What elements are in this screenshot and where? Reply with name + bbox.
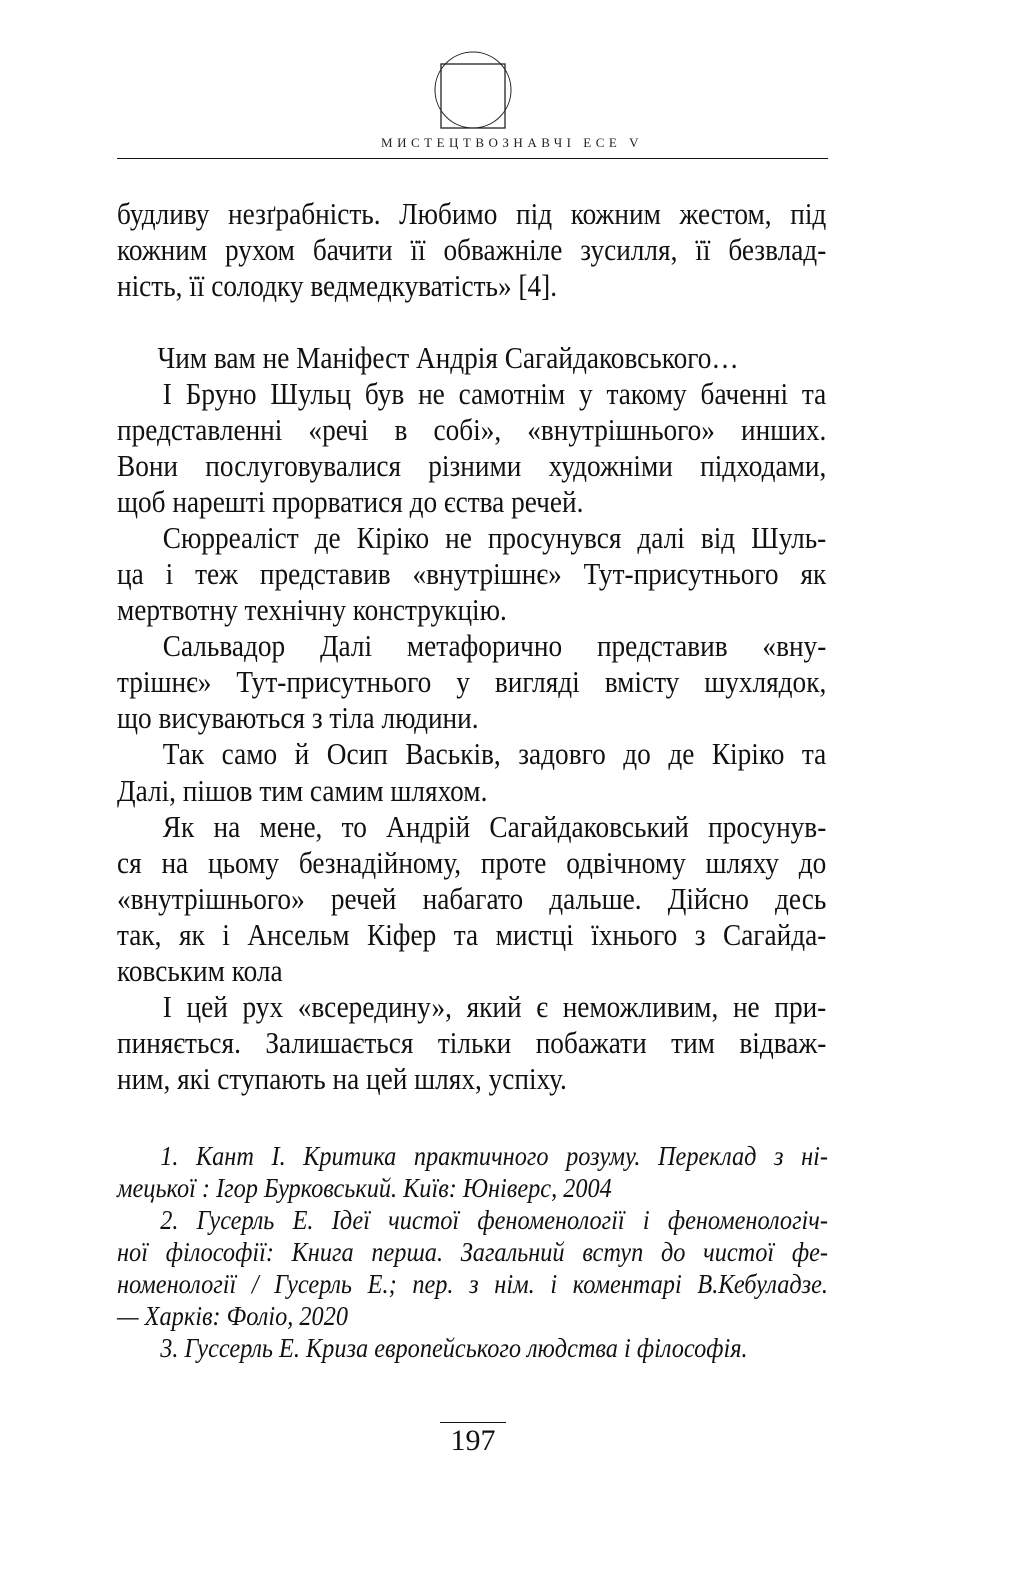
text-line: так, як і Ансельм Кіфер та мистці їхнього з Сагайда- — [117, 916, 827, 952]
text-line: пиняється. Залишається тільки побажати тим відваж- — [117, 1024, 827, 1060]
text-line: ність, її солодку ведмедкуватість» [4]. — [117, 268, 558, 304]
references-list — [117, 1140, 828, 1364]
paragraph — [117, 628, 826, 736]
paragraph-gap — [117, 304, 826, 340]
paragraph — [117, 376, 826, 520]
text-line: Як на мене, то Андрій Сагайдаковський просунув- — [162, 808, 827, 844]
paragraph — [117, 736, 826, 808]
body-text — [117, 196, 826, 1097]
text-line: Сюрреаліст де Кіріко не просунувся далі від Шуль- — [162, 520, 827, 556]
text-line: Чим вам не Маніфест Андрія Сагайдаковського… — [157, 340, 739, 376]
text-line: мертвотну технічну конструкцію. — [117, 592, 507, 628]
text-line: «внутрішнього» речей набагато дальше. Дійсно десь — [117, 880, 827, 916]
text-line: 2. Гусерль Е. Ідеї чистої феноменології і феноменологіч- — [160, 1205, 828, 1235]
text-line: кожним рухом бачити її обважніле зусилля, її безвлад- — [117, 232, 827, 268]
reference-item — [117, 1332, 828, 1364]
text-line: І цей рух «всередину», який є неможливим, не при- — [162, 988, 827, 1024]
reference-item — [117, 1204, 828, 1332]
header-rule — [117, 158, 828, 159]
text-line: представленні «речі в собі», «внутрішнього» инших. — [117, 412, 827, 448]
paragraph — [117, 989, 826, 1097]
text-line: Так само й Осип Васьків, задовго до де Кіріко та — [162, 736, 827, 772]
text-line: трішнє» Тут-присутнього у вигляді вмісту шухлядок, — [117, 664, 827, 700]
running-title: МИСТЕЦТВОЗНАВЧІ ЕСЕ V — [381, 135, 643, 150]
text-line: — Харків: Фоліо, 2020 — [117, 1301, 349, 1331]
paragraph — [117, 520, 826, 628]
text-line: І Бруно Шульц був не самотнім у такому баченні та — [162, 376, 827, 412]
text-line: Далі, пішов тим самим шляхом. — [117, 772, 488, 808]
text-line: Вони послуговувалися різними художніми підходами, — [117, 448, 827, 484]
text-line: Сальвадор Далі метафорично представив «вну- — [162, 628, 827, 664]
page-number: 197 — [440, 1422, 506, 1459]
text-line: що висуваються з тіла людини. — [117, 700, 479, 736]
text-line: мецької : Ігор Бурковський. Київ: Юніверс, 2004 — [117, 1173, 612, 1203]
text-line: ковським кола — [117, 952, 283, 988]
text-line: 3. Гуссерль Е. Криза европейського людства і філософія. — [160, 1333, 748, 1363]
text-line: будливу незґрабність. Любимо під кожним жестом, під — [117, 196, 827, 231]
text-line: щоб нарешті прорватися до єства речей. — [117, 484, 584, 520]
paragraph — [117, 196, 826, 304]
paragraph — [117, 809, 826, 989]
reference-item — [117, 1140, 828, 1204]
text-line: номенології / Гусерль Е.; пер. з нім. і коментарі В.Кебуладзе. — [117, 1269, 828, 1299]
text-line: ся на цьому безнадійному, проте одвічному шляху до — [117, 844, 827, 880]
text-line: ної філософії: Книга перша. Загальний вступ до чистої фе- — [117, 1237, 828, 1267]
circle-square-emblem-icon — [430, 48, 516, 134]
text-line: ним, які ступають на цей шлях, успіху. — [117, 1060, 567, 1096]
text-line: ца і теж представив «внутрішнє» Тут-присутнього як — [117, 556, 827, 592]
text-line: 1. Кант І. Критика практичного розуму. Переклад з ні- — [160, 1141, 828, 1171]
paragraph — [117, 340, 826, 376]
